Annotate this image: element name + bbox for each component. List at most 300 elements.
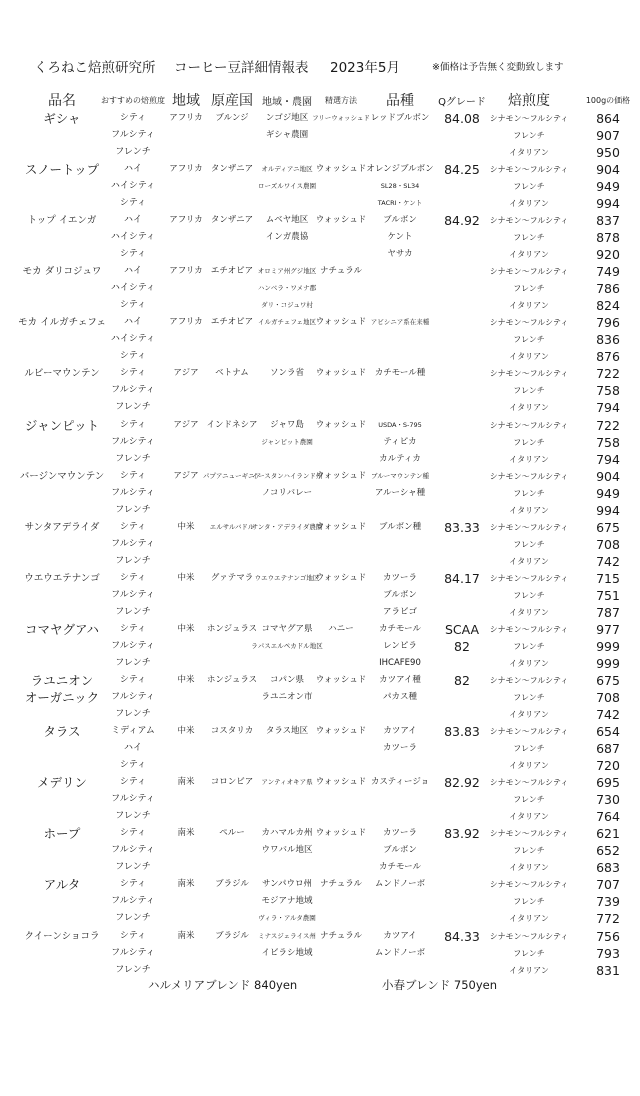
roast-level: イタリアン [509,863,549,873]
process-method: ウォッシュド [315,521,367,532]
document-date: 2023年5月 [330,60,400,76]
bean-area: ギシャ農園 [265,130,309,140]
bean-variety: カツアイ [383,930,417,941]
roast-level: シナモン～フルシティ [489,624,569,634]
roast-level: シナモン～フルシティ [489,216,569,226]
bean-variety: アルーシャ種 [374,487,426,498]
q-grade: 84.25 [444,162,480,178]
table-row [0,876,640,927]
price-100g: 796 [596,315,620,331]
bean-area: カハマルカ州 [261,828,313,839]
table-row [0,519,640,570]
roast-level: イタリアン [509,965,549,975]
roast-level: イタリアン [509,148,549,157]
price-100g: 742 [596,553,620,569]
recommended-roast: シティ [119,249,147,260]
bean-region: アジア [173,470,199,481]
bean-variety: USDA・S-795 [378,420,422,429]
bean-area: サンパウロ州 [262,879,312,890]
bean-name: メデリン [36,775,88,791]
q-grade: 83.33 [444,519,480,535]
recommended-roast: シティ [119,572,147,583]
price-100g: 831 [596,962,620,978]
bean-variety: カツーラ [382,828,418,839]
bean-country: コロンビア [210,777,254,788]
roast-level: フレンチ [513,897,545,907]
price-100g: 652 [596,843,620,859]
bean-variety: カツアイ種 [379,675,421,686]
bean-variety: レンピラ [383,640,417,651]
roast-level: フレンチ [513,488,545,498]
roast-level: フレンチ [513,744,545,754]
bean-variety: ブルーマウンテン種 [371,471,429,480]
price-100g: 950 [596,145,620,160]
bean-name: サンタアデライダ [24,521,100,533]
bean-area: ローズルワイス農園 [258,182,316,191]
roast-level: シナモン～フルシティ [489,727,569,737]
recommended-roast: シティ [119,198,147,209]
table-header [0,90,640,110]
recommended-roast: フルシティ [111,487,155,498]
recommended-roast: フレンチ [115,964,151,975]
price-100g: 751 [596,587,620,603]
bean-country: ブラジル [215,930,249,941]
bean-country: タンザニア [210,215,254,226]
price-100g: 904 [596,162,620,178]
price-100g: 949 [596,485,620,501]
recommended-roast: ハイ [123,164,143,175]
table-row [0,672,640,723]
price-100g: 878 [596,230,620,246]
table-row [0,468,640,519]
bean-name: タラス [43,724,81,740]
price-100g: 722 [596,417,620,433]
price-100g: 836 [596,332,620,348]
bean-variety: カスティージョ [370,777,430,788]
header-grade: Qグレード [438,97,486,108]
price-100g: 920 [596,247,620,263]
roast-level: イタリアン [509,658,549,668]
bean-region: アフリカ [169,266,203,277]
process-method: ハニー [328,623,354,634]
bean-name: ホープ [43,826,81,842]
bean-region: 中米 [177,572,195,583]
bean-variety: アラビゴ [382,606,418,617]
recommended-roast: フルシティ [111,896,155,907]
process-method: ウォッシュド [315,828,367,839]
price-100g: 675 [596,673,620,689]
bean-area: ノコリバレー [261,487,313,498]
recommended-roast: フルシティ [111,130,155,140]
q-grade: 82.92 [444,775,480,791]
recommended-roast: シティ [119,930,147,941]
header-roast: 焙煎度 [508,93,550,109]
price-100g: 864 [596,111,620,126]
bean-variety: オレンジブルボン [366,164,434,175]
roast-level: フレンチ [513,590,545,600]
recommended-roast: シティ [119,470,147,481]
roast-level: フレンチ [513,386,545,396]
roast-level: フレンチ [513,437,545,447]
recommended-roast: フルシティ [111,538,155,549]
recommended-roast: シティ [119,351,147,362]
bean-region: 中米 [177,675,195,686]
bean-area: イビラシ地域 [261,947,313,958]
price-100g: 707 [596,877,620,893]
roast-level: シナモン～フルシティ [489,114,569,123]
bean-area: ダリ・コジュワ村 [261,301,313,310]
bean-country: グァテマラ [210,572,254,583]
recommended-roast: ハイシティ [110,181,156,192]
q-grade: 83.92 [444,826,480,842]
roast-level: フレンチ [513,182,545,192]
recommended-roast: シティ [119,521,147,532]
process-method: ウォッシュド [315,164,367,175]
bean-name: ラユニオン [30,673,94,689]
recommended-roast: シティ [119,419,147,430]
bean-name: アルタ [43,877,81,893]
recommended-roast: フレンチ [115,504,151,515]
recommended-roast: フルシティ [111,640,155,651]
bean-area: ウワバル地区 [261,845,313,856]
recommended-roast: フルシティ [111,385,155,396]
recommended-roast: フレンチ [115,913,151,924]
recommended-roast: フレンチ [115,453,151,464]
table-row [0,825,640,876]
bean-area: ムベヤ地区 [265,215,309,226]
bean-name: クイーンショコラ [24,930,100,942]
table-row [0,161,640,212]
roast-level: フレンチ [513,284,545,294]
bean-variety: ムンドノーボ [374,947,426,958]
recommended-roast: フレンチ [115,811,151,822]
q-grade: 84.17 [444,570,480,586]
table-row [0,314,640,365]
recommended-roast: ハイ [123,266,143,277]
recommended-roast: シティ [119,113,147,123]
table-row [0,621,640,672]
bean-variety: アビシニア系在来種 [370,318,430,327]
recommended-roast: ハイ [123,215,143,226]
bean-region: 南米 [177,777,195,788]
roast-level: シナモン～フルシティ [489,573,569,583]
blend-harumeria: ハルメリアブレンド 840yen [148,978,298,992]
roast-level: イタリアン [509,505,549,515]
recommended-roast: シティ [119,623,147,634]
recommended-roast: ミディアム [111,726,155,737]
bean-variety: カツアイ [383,726,417,737]
header-name: 品名 [48,93,76,109]
table-row [0,774,640,825]
price-100g: 904 [596,468,620,484]
roast-level: フレンチ [513,693,545,703]
bean-area: ジャワ島 [270,419,304,430]
roast-level: イタリアン [509,556,549,566]
q-grade: SCAA [444,621,480,637]
bean-variety: カルティカ [379,453,421,464]
price-note: ※価格は予告無く変動致します [432,62,564,73]
roast-level: シナモン～フルシティ [489,165,569,175]
price-100g: 787 [596,604,620,620]
roast-level: フレンチ [513,641,545,651]
document-title: コーヒー豆詳細情報表 [174,60,309,76]
bean-country: ブルンジ [215,113,249,123]
bean-name: ギシャ [43,111,81,126]
price-100g: 749 [596,264,620,280]
recommended-roast: ハイ [123,743,143,754]
bean-table [0,110,640,979]
roast-level: フレンチ [513,131,545,140]
bean-name: ルビーマウンテン [24,368,100,380]
bean-region: 中米 [177,726,195,737]
bean-area: ミナスジェライス州 [258,931,316,940]
bean-variety: ブルボン種 [378,521,422,532]
roast-level: フレンチ [513,795,545,805]
price-100g: 715 [596,570,620,586]
roast-level: イタリアン [509,403,549,413]
bean-name-line2: オーガニック [24,690,100,706]
roast-level: イタリアン [509,914,549,924]
roast-level: シナモン～フルシティ [489,318,569,328]
price-100g: 977 [596,621,620,637]
bean-country: ペルー [219,828,245,839]
q-grade: 82 [454,638,470,654]
bean-variety: パカス種 [382,692,418,703]
bean-country: タンザニア [210,164,254,175]
roast-level: フレンチ [513,233,545,243]
bean-area: コパン県 [269,675,305,686]
bean-country: インドネシア [206,419,258,430]
price-100g: 758 [596,383,620,399]
roast-level: シナモン～フルシティ [489,676,569,686]
roast-level: シナモン～フルシティ [489,369,569,379]
bean-region: アフリカ [169,113,203,123]
shop-name: くろねこ焙煎研究所 [34,60,156,76]
price-100g: 793 [596,945,620,961]
roast-level: フレンチ [513,335,545,345]
roast-level: イタリアン [509,710,549,720]
recommended-roast: シティ [119,300,147,311]
q-grade: 83.83 [444,724,480,740]
roast-level: イタリアン [509,352,549,362]
price-100g: 722 [596,366,620,382]
bean-country: ホンジュラス [206,623,258,634]
process-method: ウォッシュド [315,215,367,226]
bean-country: エチオピア [210,317,254,328]
bean-name: トップ イエンガ [27,215,97,227]
roast-level: イタリアン [509,301,549,311]
recommended-roast: ハイシティ [110,232,156,243]
bean-variety: ブルボン [383,589,417,600]
table-row [0,110,640,161]
header-area: 地域・農園 [262,97,312,108]
recommended-roast: フルシティ [111,794,155,805]
bean-area: ヴィラ・アルタ農園 [258,914,316,923]
bean-name: モカ ダリコジュワ [22,266,102,278]
recommended-roast: シティ [119,777,147,788]
price-100g: 764 [596,809,620,825]
roast-level: シナモン～フルシティ [489,471,569,481]
bean-region: 南米 [177,930,195,941]
bean-region: 中米 [177,623,195,634]
bean-area: アンティオキア県 [261,778,313,787]
q-grade: 84.08 [444,111,480,126]
bean-area: タラス地区 [265,726,309,737]
recommended-roast: フレンチ [115,402,151,413]
process-method: フリーウォッシュド [312,114,370,122]
recommended-roast: ハイシティ [110,334,156,345]
q-grade: 84.92 [444,213,480,229]
price-100g: 999 [596,655,620,671]
header-price: 100gの価格 [585,96,631,105]
price-100g: 786 [596,281,620,297]
bean-region: 中米 [177,521,195,532]
roast-level: フレンチ [513,948,545,958]
process-method: ナチュラル [320,879,362,890]
bean-area: モジアナ地域 [261,896,313,907]
roast-level: フレンチ [513,846,545,856]
header-recommended: おすすめの焙煎度 [100,96,166,105]
process-method: ウォッシュド [315,470,367,481]
roast-level: シナモン～フルシティ [489,522,569,532]
recommended-roast: フルシティ [111,947,155,958]
price-100g: 756 [596,928,620,944]
bean-variety: SL28・SL34 [380,182,420,191]
price-100g: 772 [596,911,620,927]
table-row [0,263,640,314]
bean-variety: ブルボン [383,845,417,856]
bean-variety: ケント [387,232,413,243]
header-process: 精選方法 [325,96,357,105]
bean-name: スノートップ [24,162,100,178]
bean-area: コマヤグア県 [261,623,313,634]
bean-variety: IHCAFE90 [379,657,421,668]
bean-area: ンゴジ地区 [265,113,309,123]
bean-country: ブラジル [215,879,249,890]
recommended-roast: ハイ [123,317,143,328]
header-region: 地域 [172,93,200,109]
title-row [0,56,640,78]
price-100g: 654 [596,724,620,740]
bean-area: ハンベラ・ワメナ郡 [257,284,317,293]
bean-country: エルサルバドル [209,522,255,531]
bean-variety: カツーラ [382,572,418,583]
q-grade: 84.33 [444,928,480,944]
price-100g: 758 [596,434,620,450]
header-variety: 品種 [386,93,414,109]
recommended-roast: フルシティ [111,692,155,703]
bean-area: ソンラ省 [269,368,305,379]
recommended-roast: シティ [119,828,147,839]
table-row [0,570,640,621]
price-100g: 999 [596,638,620,654]
price-100g: 687 [596,741,620,757]
bean-variety: カチモール [379,623,421,634]
price-100g: 876 [596,349,620,365]
recommended-roast: フルシティ [111,845,155,856]
table-row [0,212,640,263]
process-method: ナチュラル [320,266,362,277]
bean-name: ウエウエテナンゴ [24,572,100,584]
bean-country: ベトナム [215,368,249,379]
price-100g: 695 [596,775,620,791]
recommended-roast: フレンチ [115,555,151,566]
recommended-roast: シティ [119,675,147,686]
blend-koharu: 小春ブレンド 750yen [382,978,498,992]
bean-name: ジャンピット [24,417,100,433]
roast-level: イタリアン [509,607,549,617]
bean-name: バージンマウンテン [19,470,105,482]
bean-country: コスタリカ [210,726,254,737]
bean-country: エチオピア [210,266,254,277]
roast-level: イタリアン [509,812,549,822]
recommended-roast: フルシティ [111,436,155,447]
price-100g: 994 [596,502,620,518]
roast-level: イタリアン [509,199,549,209]
process-method: ウォッシュド [315,419,367,430]
table-row [0,417,640,468]
bean-region: 南米 [177,879,195,890]
bean-variety: ムンドノーボ [374,879,426,890]
bean-variety: ブルボン [383,215,417,226]
recommended-roast: シティ [119,879,147,890]
recommended-roast: フレンチ [115,606,151,617]
price-100g: 621 [596,826,620,842]
recommended-roast: フレンチ [115,709,151,720]
price-100g: 720 [596,758,620,774]
bean-area: イルガチェフェ地区 [258,318,316,327]
bean-region: アフリカ [169,164,203,175]
process-method: ウォッシュド [315,572,367,583]
bean-area: オルディアニ地区 [261,165,313,174]
recommended-roast: シティ [119,368,147,379]
price-100g: 794 [596,451,620,467]
price-100g: 708 [596,536,620,552]
bean-area: インガ農協 [265,232,309,243]
bean-area: サンタ・アデライダ農園 [251,522,323,531]
roast-level: フレンチ [513,539,545,549]
price-100g: 824 [596,298,620,314]
process-method: ウォッシュド [315,368,367,379]
bean-country: パプアニューギニア [202,471,262,480]
roast-level: イタリアン [509,761,549,771]
process-method: ウォッシュド [315,726,367,737]
bean-area: ラユニオン市 [261,692,313,703]
roast-level: シナモン～フルシティ [489,931,569,941]
bean-variety: ヤサカ [387,249,413,260]
bean-region: アジア [173,368,199,379]
roast-level: シナモン～フルシティ [489,420,569,430]
recommended-roast: フレンチ [115,657,151,668]
process-method: ウォッシュド [315,675,367,686]
bean-name: モカ イルガチェフェ [18,317,106,329]
bean-region: アフリカ [169,215,203,226]
recommended-roast: フルシティ [111,589,155,600]
bean-area: ウエウエテナンゴ地区 [254,573,320,582]
price-100g: 675 [596,519,620,535]
price-100g: 794 [596,400,620,416]
table-row [0,365,640,416]
table-row [0,928,640,979]
recommended-roast: フレンチ [115,862,151,873]
recommended-roast: シティ [119,760,147,771]
bean-variety: TACRI・ケント [377,199,423,208]
process-method: ナチュラル [320,930,362,941]
process-method: ウォッシュド [315,317,367,328]
bean-area: オロミア州グジ地区 [257,267,317,276]
roast-level: シナモン～フルシティ [489,829,569,839]
bean-region: アジア [173,419,199,430]
